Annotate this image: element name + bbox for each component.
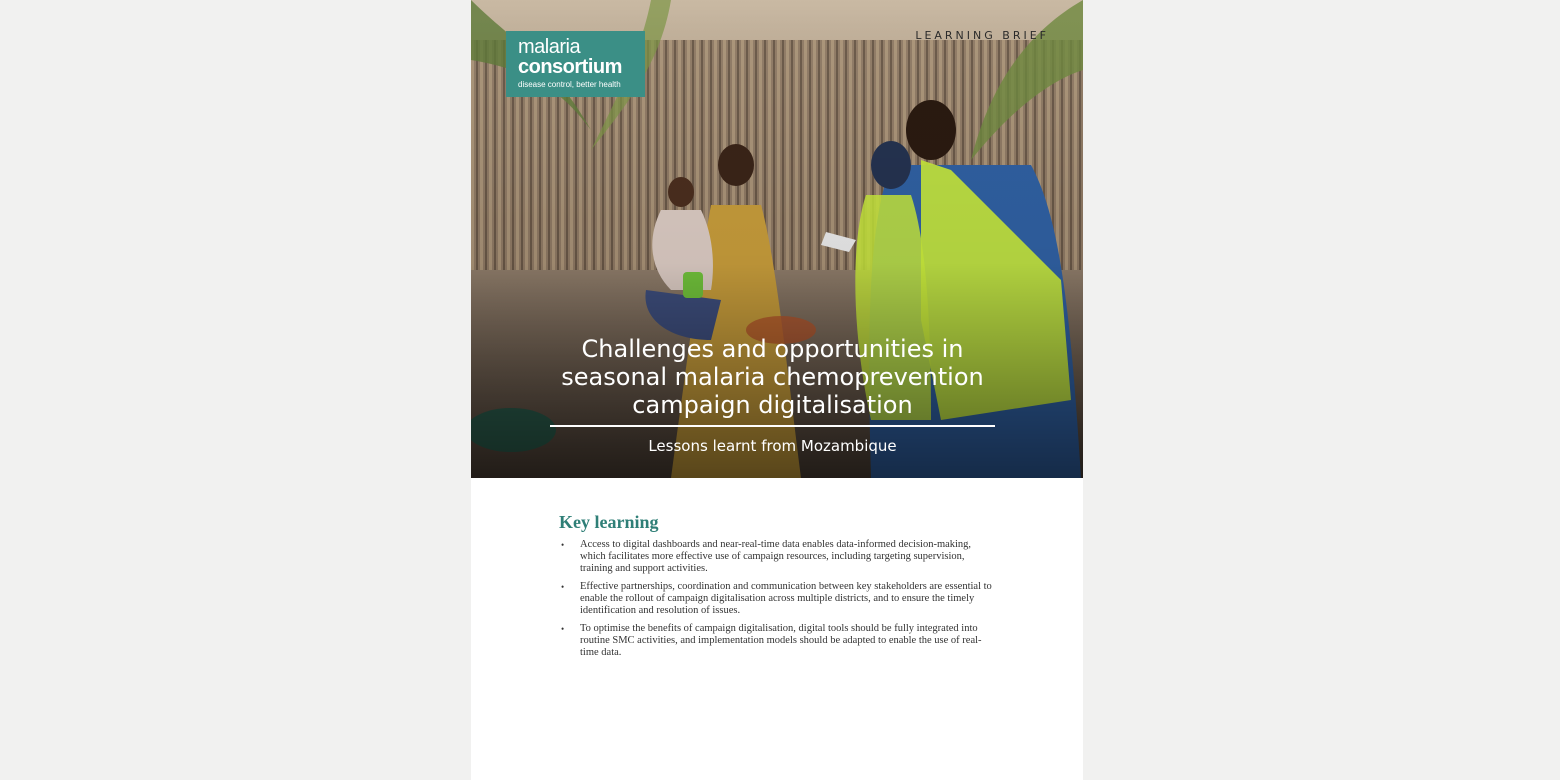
- bullet-icon: •: [561, 582, 565, 592]
- key-learning-list: [559, 539, 999, 659]
- section-heading: Key learning: [559, 512, 659, 532]
- document-page: [471, 0, 1083, 780]
- key-learning-section: [559, 510, 999, 665]
- list-item-text: Access to digital dashboards and near-real-time data enables data-informed decision-making, which facilitates more effective use of campaign resources, including targeting supervision, training and support activities.: [580, 539, 972, 574]
- title-divider: [550, 425, 995, 427]
- document-type-label: LEARNING BRIEF: [915, 29, 1049, 42]
- cover-section: [471, 0, 1083, 478]
- page-title: Challenges and opportunities in seasonal malaria chemoprevention campaign digitalisation: [561, 335, 984, 419]
- title-block: [550, 335, 995, 455]
- bullet-icon: •: [561, 624, 565, 634]
- brand-logo: [506, 31, 645, 97]
- list-item: [559, 623, 999, 659]
- list-item-text: To optimise the benefits of campaign digitalisation, digital tools should be fully integrated into routine SMC activities, and implementation models should be adapted to enable the use of real-time data.: [580, 623, 982, 658]
- list-item: [559, 581, 999, 617]
- bullet-icon: •: [561, 540, 565, 550]
- logo-tagline: disease control, better health: [518, 80, 621, 89]
- list-item: [559, 539, 999, 575]
- logo-wordmark-line2: consortium: [518, 56, 622, 78]
- logo-wordmark-line1: malaria: [518, 36, 581, 58]
- list-item-text: Effective partnerships, coordination and communication between key stakeholders are essential to enable the rollout of campaign digitalisation across multiple districts, and to ensure the timely identification and resolution of issues.: [580, 581, 992, 616]
- page-subtitle: Lessons learnt from Mozambique: [648, 437, 897, 455]
